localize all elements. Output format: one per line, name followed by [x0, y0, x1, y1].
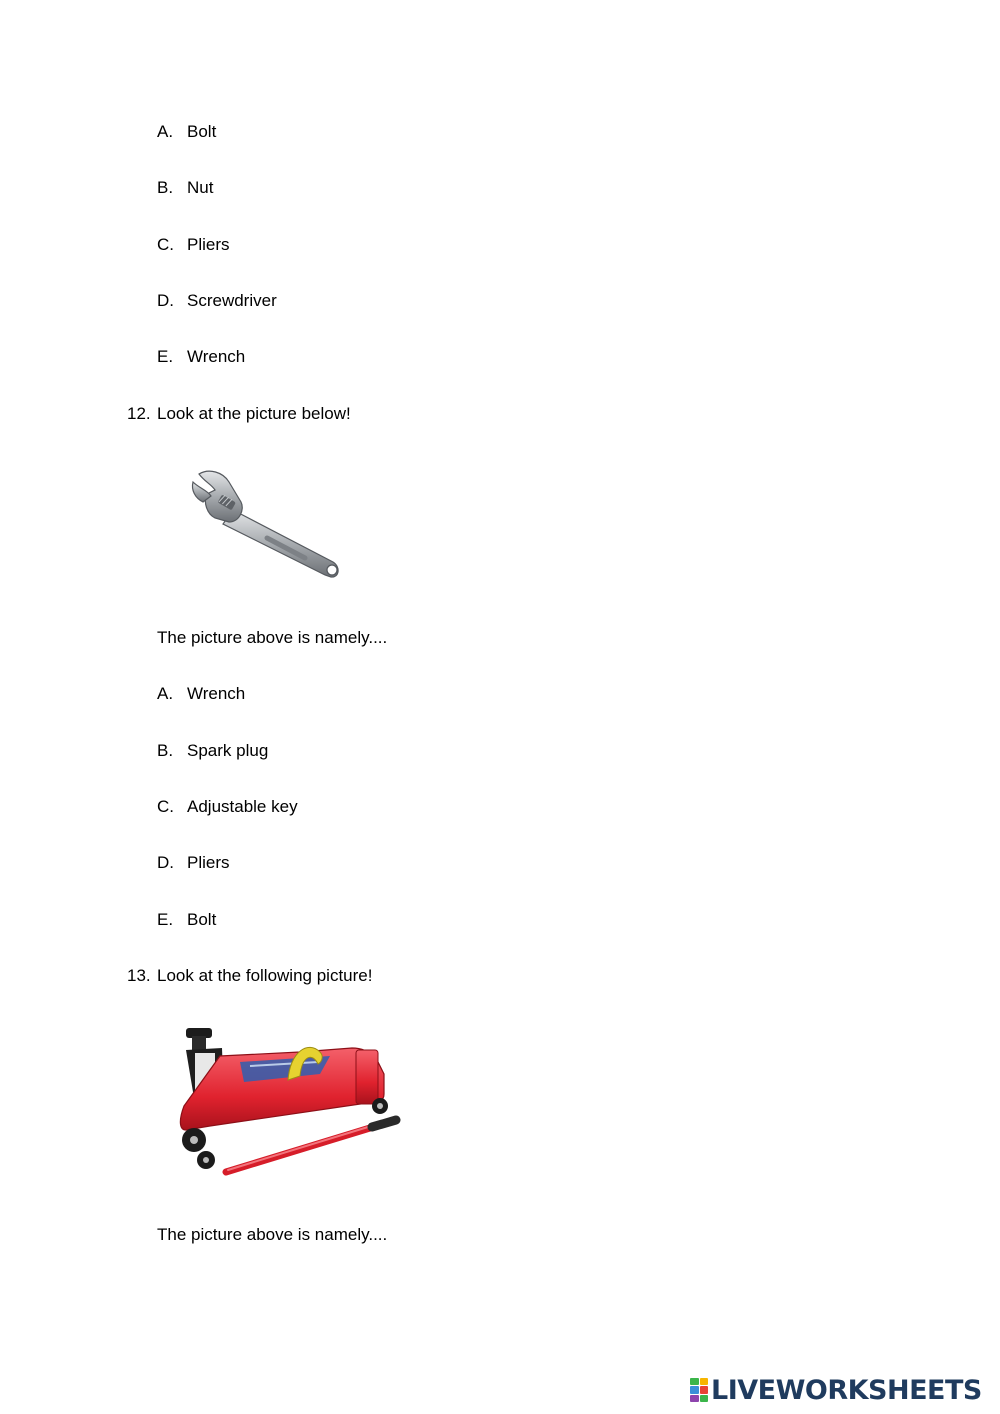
- option-letter: C.: [157, 235, 174, 254]
- option-text: Bolt: [187, 122, 217, 141]
- option-text: Wrench: [187, 347, 246, 366]
- option-text: Screwdriver: [187, 291, 277, 310]
- logo-text: LIVEWORKSHEETS: [711, 1374, 982, 1406]
- question-prompt: Look at the following picture!: [157, 966, 373, 985]
- caption-text: The picture above is namely....: [157, 628, 388, 647]
- option-text: Nut: [187, 178, 214, 197]
- option-text: Pliers: [187, 235, 230, 254]
- option-letter: C.: [157, 797, 174, 816]
- floor-jack-image: [170, 1022, 405, 1190]
- option-letter: D.: [157, 853, 174, 872]
- option-text: Adjustable key: [187, 797, 298, 816]
- option-letter: D.: [157, 291, 174, 310]
- caption-text: The picture above is namely....: [157, 1225, 388, 1244]
- option-text: Bolt: [187, 910, 217, 929]
- adjustable-wrench-image: [185, 462, 350, 587]
- question-number: 13.: [127, 966, 151, 985]
- logo-grid-icon: [690, 1378, 708, 1402]
- option-letter: A.: [157, 684, 174, 703]
- question-prompt: Look at the picture below!: [157, 404, 351, 423]
- liveworksheets-logo: [690, 1374, 982, 1406]
- option-text: Pliers: [187, 853, 230, 872]
- option-letter: B.: [157, 178, 174, 197]
- option-letter: E.: [157, 347, 174, 366]
- option-letter: B.: [157, 741, 174, 760]
- option-letter: A.: [157, 122, 174, 141]
- option-letter: E.: [157, 910, 174, 929]
- question-number: 12.: [127, 404, 151, 423]
- option-text: Spark plug: [187, 741, 269, 760]
- option-text: Wrench: [187, 684, 246, 703]
